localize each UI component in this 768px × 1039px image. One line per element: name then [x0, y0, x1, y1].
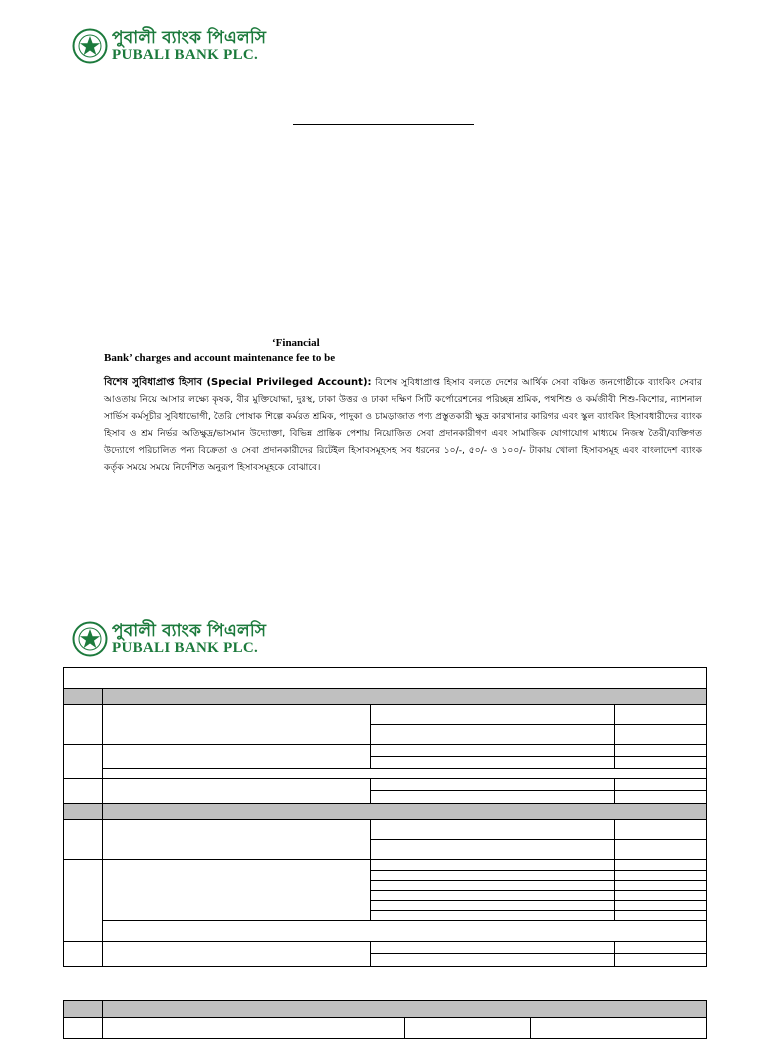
table-row: [64, 1018, 707, 1039]
table-title-row: [64, 668, 707, 689]
pubali-bank-seal-icon: [72, 621, 108, 657]
financial-heading: ‘Financial: [272, 337, 320, 349]
bank-logo-second: [72, 621, 266, 657]
table-row: [64, 779, 707, 791]
schedule-of-charges-table: [63, 667, 707, 967]
table-row: [64, 745, 707, 757]
bank-name-bengali: পুবালী ব্যাংক পিএলসি: [112, 28, 267, 48]
table-row: [64, 705, 707, 725]
bank-name-english: PUBALI BANK PLC.: [112, 47, 259, 63]
table-row: [64, 942, 707, 954]
pubali-bank-seal-icon: [72, 28, 108, 64]
bank-logo: [72, 28, 266, 64]
section-header-row: [64, 1001, 707, 1018]
title-underline: [293, 124, 474, 125]
table-row: [64, 820, 707, 840]
bank-name-english: PUBALI BANK PLC.: [112, 640, 259, 656]
schedule-continuation-table: [63, 1000, 707, 1039]
paragraph-definition: বিশেষ সুবিধাপ্রাপ্ত হিসাব বলতে দেশের আর্থিক সেবা বঞ্চিত জনগোষ্ঠীকে ব্যাংকিং সেবার আওতায় নিয়ে আসার লক্ষ্যে কৃষক, বীর মুক্তিযোদ্ধা, দুঃস্থ, ঢাকা উত্তর ও ঢাকা দক্ষিণ সিটি কর্পোরেশনের পরিচ্ছন্ন শ্রমিক, পথশিশু ও কর্মজীবী শিশু-কিশোর, ন্যাশনাল সার্ভিস কর্মসূচীর সুবিধাভোগী, তৈরি পোষাক শিল্পে কর্মরত শ্রমিক, পাদুকা ও চামড়াজাত পণ্য প্রস্তুতকারী ক্ষুদ্র কারখানার কারিগর এবং স্কুল ব্যাংকিং হিসাবধারীদের ব্যাংক হিসাব ও শ্রম নির্ভর অতিক্ষুদ্র/ভাসমান উদ্যোক্তা, বিভিন্ন প্রান্তিক পেশায় নিয়োজিত সেবা প্রদানকারীগণ এবং সামাজিক যোগাযোগ মাধ্যমে নিজস্ব তৈরী/ব্যক্তিগত উদ্যোগে পরিচালিত পন্য বিক্রেতা ও সেবা প্রদানকারীদের রিটেইল হিসাবসমূহসহ সব ধরনের ১০/-, ৫০/- ও ১০০/- টাকায় খোলা হিসাবসমূহ এবং বাংলাদেশ ব্যাংক কর্তৃক সময়ে সময়ে নির্দেশিত অনুরূপ হিসাবসমূহকে বোঝাবে।: [104, 377, 703, 473]
paragraph-term: বিশেষ সুবিধাপ্রাপ্ত হিসাব (Special Privileged Account):: [104, 377, 372, 388]
fee-heading-line: Bank’ charges and account maintenance fee to be: [104, 352, 336, 364]
section-header-row: [64, 689, 707, 705]
table-note-row: [64, 769, 707, 779]
table-note-row: [64, 921, 707, 942]
table-row: [64, 860, 707, 871]
bank-name-bengali: পুবালী ব্যাংক পিএলসি: [112, 621, 267, 641]
special-privileged-account-paragraph: [104, 374, 702, 476]
section-header-row: [64, 804, 707, 820]
